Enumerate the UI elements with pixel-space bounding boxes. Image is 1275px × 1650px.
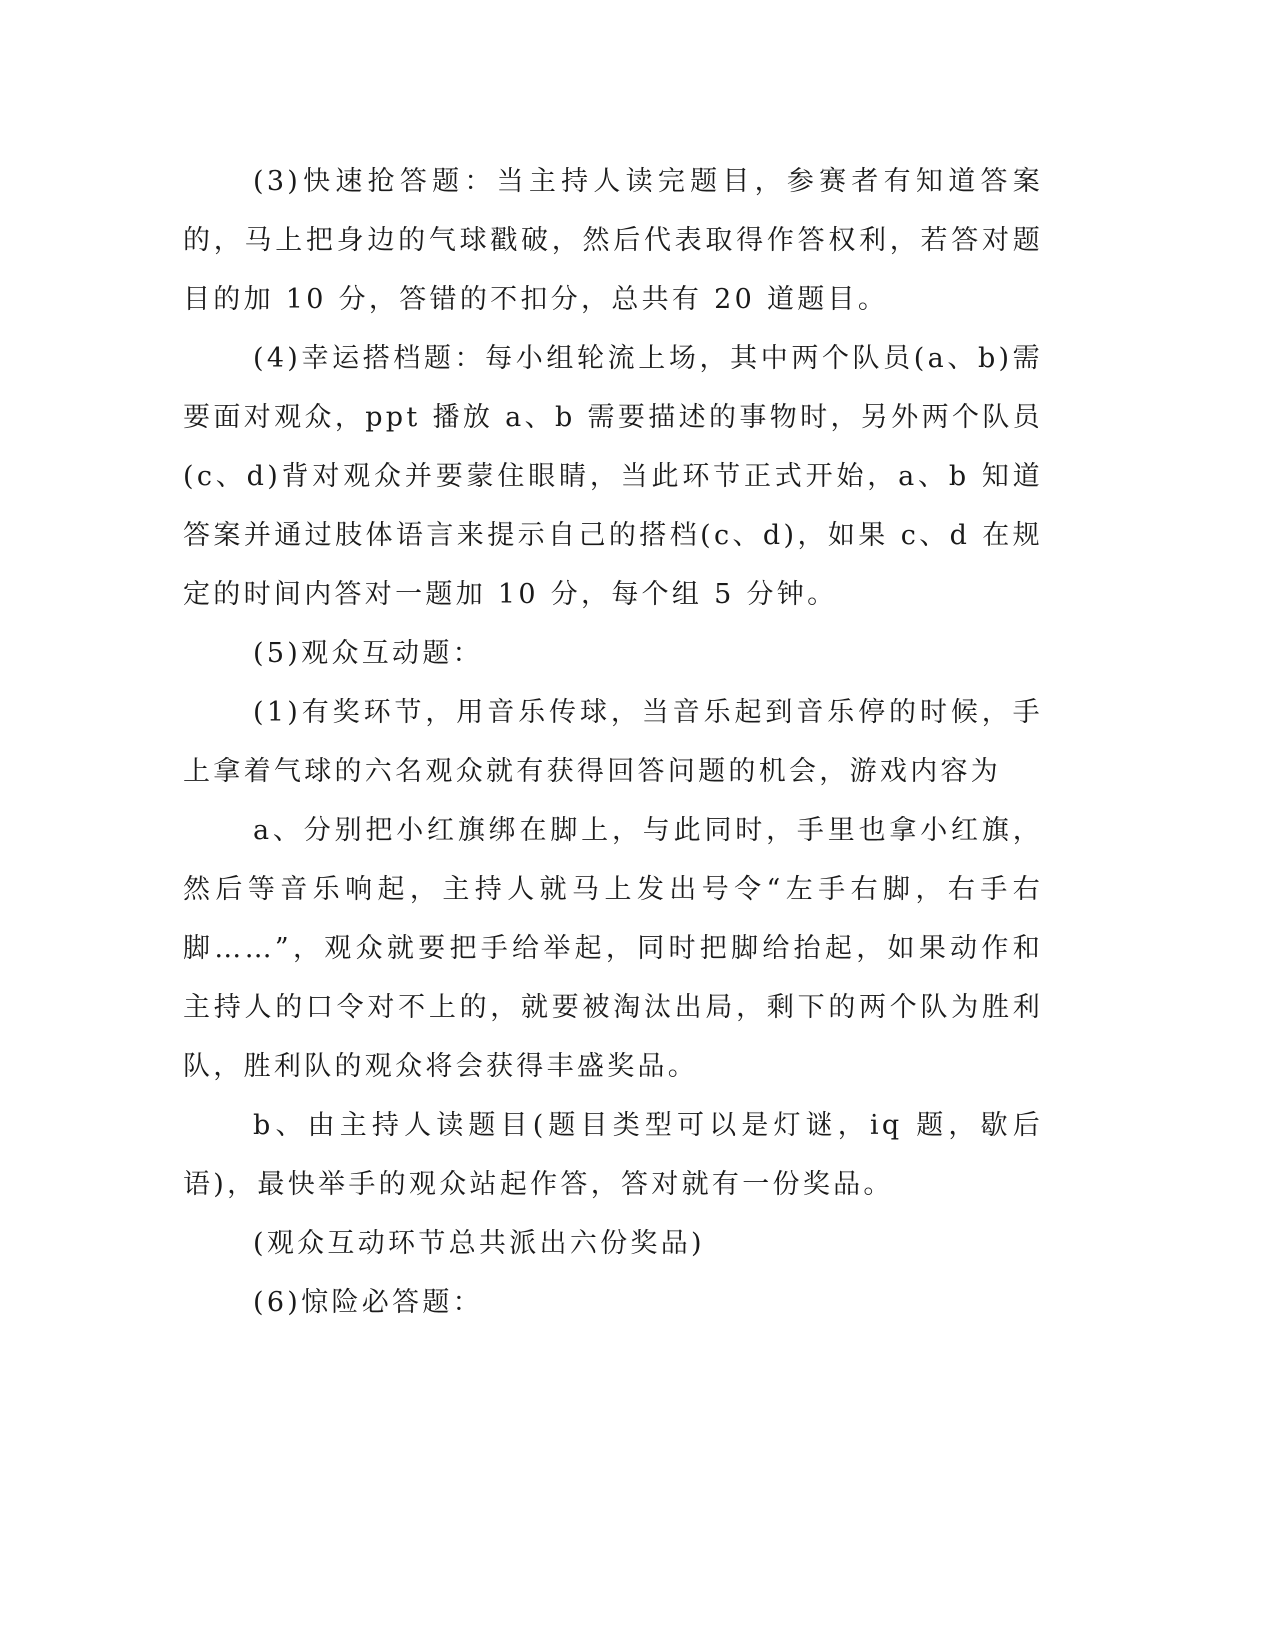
paragraph-prize-note: (观众互动环节总共派出六份奖品): [253, 1228, 705, 1259]
paragraph-audience-interaction-heading: (5)观众互动题：: [253, 638, 483, 669]
paragraph-game-b: b、由主持人读题目(题目类型可以是灯谜，iq 题，歇后语)，最快举手的观众站起作答，答对就有一份奖品。: [183, 1110, 1043, 1200]
paragraph-quick-answer: (3)快速抢答题：当主持人读完题目，参赛者有知道答案的，马上把身边的气球戳破，然后代表取得作答权利，若答对题目的加 10 分，答错的不扣分，总共有 20 道题目。: [183, 166, 1043, 315]
paragraph-lucky-partner: (4)幸运搭档题：每小组轮流上场，其中两个队员(a、b)需要面对观众，ppt 播放 a、b 需要描述的事物时，另外两个队员(c、d)背对观众并要蒙住眼睛，当此环节正式开始，a、b 知道答案并通过肢体语言来提示自己的搭档(c、d)，如果 c、d 在规定的时间内答对一题加 10 分，每个组 5 分钟。: [183, 343, 1043, 610]
paragraph-game-a: a、分别把小红旗绑在脚上，与此同时，手里也拿小红旗，然后等音乐响起，主持人就马上发出号令“左手右脚，右手右脚……”，观众就要把手给举起，同时把脚给抬起，如果动作和主持人的口令对不上的，就要被淘汰出局，剩下的两个队为胜利队，胜利队的观众将会获得丰盛奖品。: [183, 815, 1043, 1082]
paragraph-prize-segment: (1)有奖环节，用音乐传球，当音乐起到音乐停的时候，手上拿着气球的六名观众就有获得回答问题的机会，游戏内容为: [183, 697, 1043, 787]
document-body: [183, 152, 1043, 1332]
paragraph-thrilling-heading: (6)惊险必答题：: [253, 1287, 483, 1318]
